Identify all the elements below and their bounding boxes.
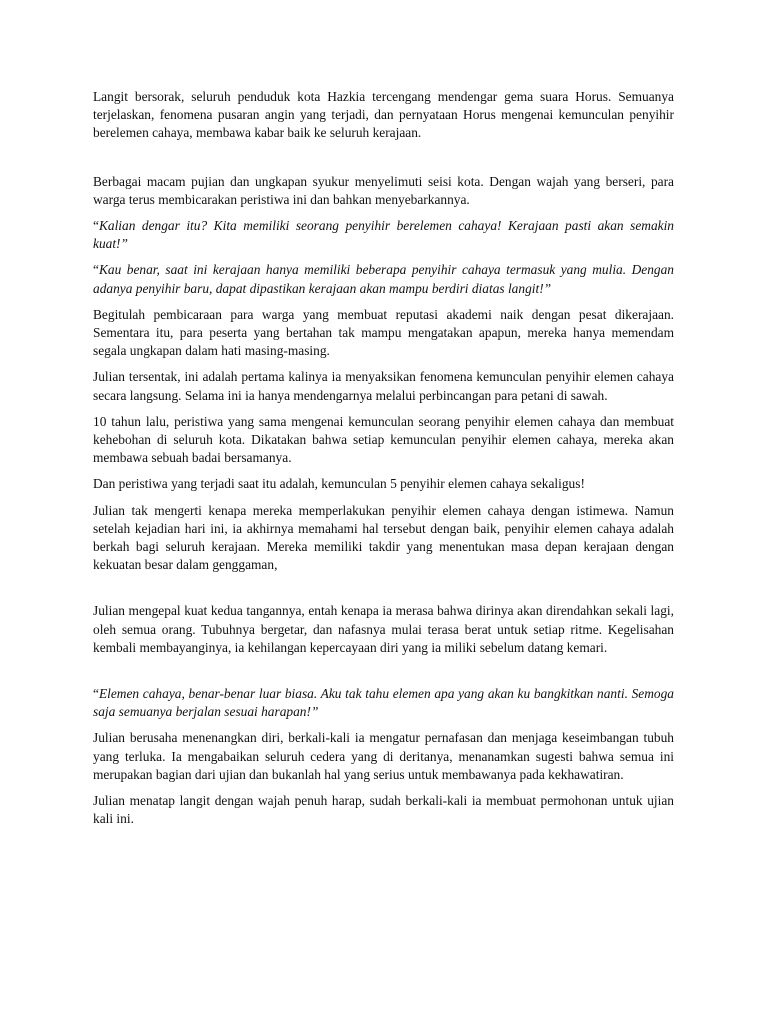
quote-open-mark: “ <box>93 686 99 702</box>
paragraph-9: Julian berusaha menenangkan diri, berkali-kali ia mengatur pernafasan dan menjaga keseimbangan tubuh yang terluka. Ia mengabaikan seluruh cedera yang di deritanya, menanamkan sugesti bahwa semua ini merupakan bagian dari ujian dan bukanlah hal yang serius untuk membawanya pada kekhawatiran. <box>93 730 674 782</box>
quote-text: Elemen cahaya, benar-benar luar biasa. Aku tak tahu elemen apa yang akan ku bangkitkan nanti. Semoga saja semuanya berjalan sesuai harapan!” <box>93 686 674 720</box>
paragraph-2: Berbagai macam pujian dan ungkapan syukur menyelimuti seisi kota. Dengan wajah yang berseri, para warga terus membicarakan peristiwa ini dan bahkan menyebarkannya. <box>93 173 674 207</box>
quote-text: Kau benar, saat ini kerajaan hanya memiliki beberapa penyihir cahaya termasuk yang mulia. Dengan adanya penyihir baru, dapat dipastikan kerajaan akan mampu berdiri diatas langit!” <box>93 262 674 296</box>
dialogue-quote-2 <box>93 261 674 297</box>
dialogue-quote-3 <box>93 685 674 721</box>
paragraph-8: Julian mengepal kuat kedua tangannya, entah kenapa ia merasa bahwa dirinya akan direndahkan sekali lagi, oleh semua orang. Tubuhnya bergetar, dan nafasnya mulai terasa berat untuk setiap ritme. Kegelisahan kembali membayanginya, ia kehilangan kepercayaan diri yang ia miliki sebelum datang kemari. <box>93 603 674 655</box>
paragraph-10: Julian menatap langit dengan wajah penuh harap, sudah berkali-kali ia membuat permohonan untuk ujian kali ini. <box>93 793 674 827</box>
dialogue-quote-1 <box>93 217 674 253</box>
paragraph-6: Dan peristiwa yang terjadi saat itu adalah, kemunculan 5 penyihir elemen cahaya sekaligus! <box>93 476 585 492</box>
paragraph-1: Langit bersorak, seluruh penduduk kota Hazkia tercengang mendengar gema suara Horus. Semuanya terjelaskan, fenomena pusaran angin yang terjadi, dan pernyataan Horus mengenai kemunculan penyihir berelemen cahaya, membawa kabar baik ke seluruh kerajaan. <box>93 89 674 141</box>
paragraph-7: Julian tak mengerti kenapa mereka memperlakukan penyihir elemen cahaya dengan istimewa. Namun setelah kejadian hari ini, ia akhirnya memahami hal tersebut dengan baik, penyihir elemen cahaya adalah berkah bagi seluruh kerajaan. Mereka memiliki takdir yang menentukan masa depan kerajaan dengan kekuatan besar dalam genggaman, <box>93 502 674 573</box>
document-page <box>93 88 674 837</box>
paragraph-5: 10 tahun lalu, peristiwa yang sama mengenai kemunculan seorang penyihir elemen cahaya dan membuat kehebohan di seluruh kota. Dikatakan bahwa setiap kemunculan penyihir elemen cahaya, mereka akan membawa sebuah badai bersamanya. <box>93 413 674 466</box>
paragraph-3: Begitulah pembicaraan para warga yang membuat reputasi akademi naik dengan pesat dikerajaan. Sementara itu, para peserta yang bertahan tak mampu mengatakan apapun, mereka hanya memendam segala ungkapan dalam hati masing-masing. <box>93 306 674 359</box>
quote-open-mark: “ <box>93 218 99 234</box>
quote-text: Kalian dengar itu? Kita memiliki seorang penyihir berelemen cahaya! Kerajaan pasti akan semakin kuat!” <box>93 218 674 252</box>
paragraph-4: Julian tersentak, ini adalah pertama kalinya ia menyaksikan fenomena kemunculan penyihir elemen cahaya secara langsung. Selama ini ia hanya mendengarnya melalui perbincangan para petani di sawah. <box>93 369 674 403</box>
quote-open-mark: “ <box>93 262 99 278</box>
